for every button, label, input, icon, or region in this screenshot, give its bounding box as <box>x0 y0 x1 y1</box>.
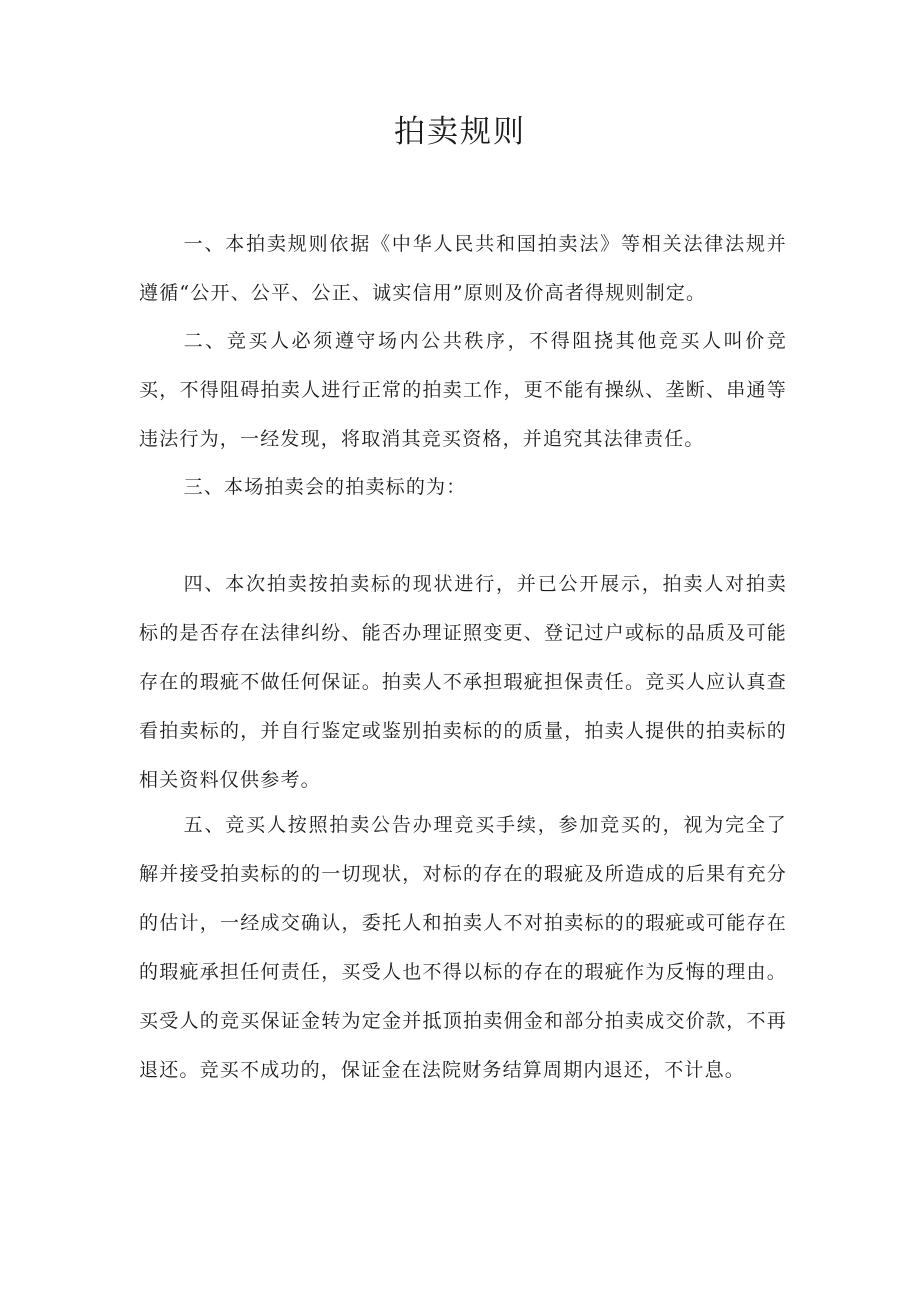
paragraph-5 <box>139 801 787 1095</box>
paragraph-1 <box>139 220 787 318</box>
rule-paragraph: 五、竞买人按照拍卖公告办理竞买手续，参加竞买的，视为完全了解并接受拍卖标的的一切现状，对标的存在的瑕疵及所造成的后果有充分的估计，一经成交确认，委托人和拍卖人不对拍卖标的的瑕疵或可能存在的瑕疵承担任何责任，买受人也不得以标的存在的瑕疵作为反悔的理由。买受人的竞买保证金转为定金并抵顶拍卖佣金和部分拍卖成交价款，不再退还。竞买不成功的，保证金在法院财务结算周期内退还，不计息。 <box>139 814 787 1081</box>
paragraph-2 <box>139 317 787 464</box>
paragraph-3 <box>139 463 787 512</box>
rule-paragraph: 四、本次拍卖按拍卖标的现状进行，并已公开展示，拍卖人对拍卖标的是否存在法律纠纷、能否办理证照变更、登记过户或标的品质及可能存在的瑕疵不做任何保证。拍卖人不承担瑕疵担保责任。竞买人应认真查看拍卖标的，并自行鉴定或鉴别拍卖标的的质量，拍卖人提供的拍卖标的相关资料仅供参考。 <box>139 573 787 791</box>
page-title: 拍卖规则 <box>394 114 526 150</box>
rule-paragraph: 一、本拍卖规则依据《中华人民共和国拍卖法》等相关法律法规并遵循“公开、公平、公正、诚实信用”原则及价高者得规则制定。 <box>139 233 787 304</box>
rule-paragraph: 三、本场拍卖会的拍卖标的为： <box>183 476 467 498</box>
paragraph-4 <box>139 560 787 805</box>
rule-paragraph: 二、竞买人必须遵守场内公共秩序，不得阻挠其他竞买人叫价竞买，不得阻碍拍卖人进行正常的拍卖工作，更不能有操纵、垄断、串通等违法行为，一经发现，将取消其竞买资格，并追究其法律责任。 <box>139 330 787 450</box>
